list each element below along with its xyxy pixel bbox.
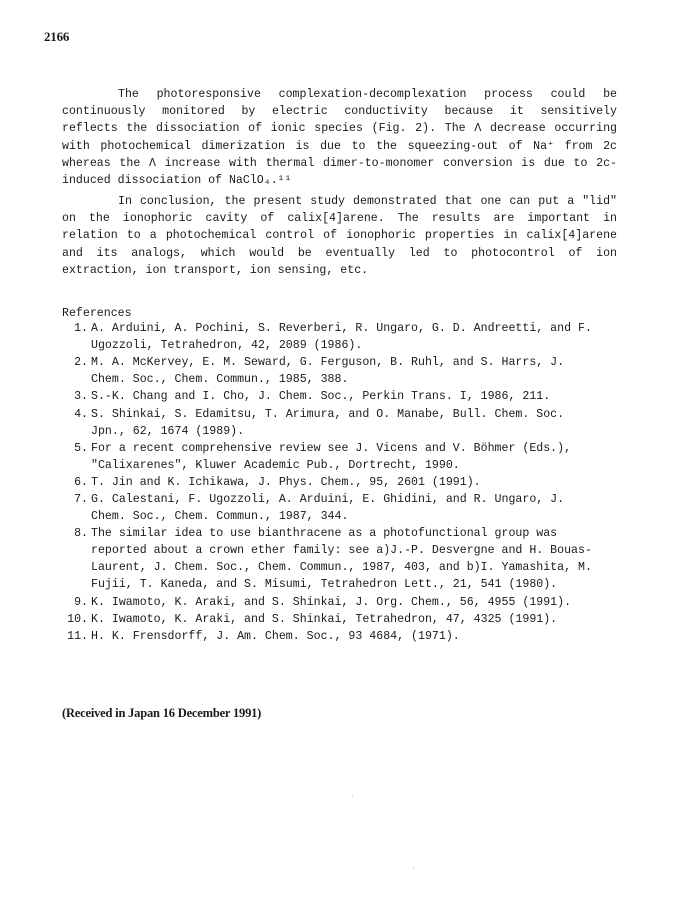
reference-line: H. K. Frensdorff, J. Am. Chem. Soc., 93 4684, (1971). [91, 629, 460, 643]
reference-number: 10. [67, 612, 88, 626]
paragraph-line: relation to a photochemical control of ionophoric properties in calix[4]arene [62, 229, 617, 242]
paragraph-line: The photoresponsive complexation-decomplexation process could be [118, 88, 617, 101]
reference-line: M. A. McKervey, E. M. Seward, G. Ferguson, B. Ruhl, and S. Harrs, J. [91, 356, 565, 370]
reference-number: 4. [74, 407, 88, 421]
paragraph-line: continuously monitored by electric conductivity because it sensitively [62, 105, 617, 118]
reference-number: 7. [74, 493, 88, 506]
reference-line: Ugozzoli, Tetrahedron, 42, 2089 (1986). [91, 339, 363, 353]
reference-number: 11. [67, 629, 88, 643]
reference-line: G. Calestani, F. Ugozzoli, A. Arduini, E. Ghidini, and R. Ungaro, J. [91, 493, 565, 506]
reference-number: 1. [74, 322, 88, 335]
reference-line: Fujii, T. Kaneda, and S. Misumi, Tetrahedron Lett., 21, 541 (1980). [91, 578, 558, 592]
reference-number: 3. [74, 390, 88, 404]
paragraph-line: reflects the dissociation of ionic species (Fig. 2). The Λ decrease occurring [62, 122, 617, 135]
reference-number: 5. [74, 441, 88, 455]
reference-number: 6. [74, 475, 88, 489]
reference-line: reported about a crown ether family: see a)J.-P. Desvergne and H. Bouas- [91, 544, 592, 558]
reference-line: K. Iwamoto, K. Araki, and S. Shinkai, J. Org. Chem., 56, 4955 (1991). [91, 595, 572, 609]
paragraph-line: whereas the Λ increase with thermal dimer-to-monomer conversion is due to 2c- [62, 157, 617, 170]
reference-line: K. Iwamoto, K. Araki, and S. Shinkai, Tetrahedron, 47, 4325 (1991). [91, 612, 558, 626]
paragraph-line: In conclusion, the present study demonstrated that one can put a "lid" [118, 195, 617, 208]
received-date: (Received in Japan 16 December 1991) [62, 706, 262, 720]
reference-line: For a recent comprehensive review see J. Vicens and V. Böhmer (Eds.), [91, 441, 572, 455]
reference-line: Chem. Soc., Chem. Commun., 1987, 344. [91, 510, 349, 524]
reference-line: Laurent, J. Chem. Soc., Chem. Commun., 1987, 403, and b)I. Yamashita, M. [91, 561, 592, 575]
reference-number: 9. [74, 595, 88, 609]
page-number: 2166 [44, 29, 70, 44]
paragraph-line: extraction, ion transport, ion sensing, etc. [62, 264, 369, 277]
paragraph-line: on the ionophoric cavity of calix[4]arene. The results are important in [62, 212, 617, 225]
reference-line: The similar idea to use bianthracene as a photofunctional group was [91, 527, 558, 541]
paragraph-line: induced dissociation of NaClO₄.¹¹ [62, 174, 292, 187]
reference-number: 2. [74, 356, 88, 370]
paragraph-line: with photochemical dimerization is due to the squeezing-out of Na⁺ from 2c [62, 140, 617, 153]
reference-line: Jpn., 62, 1674 (1989). [91, 424, 245, 438]
reference-line: T. Jin and K. Ichikawa, J. Phys. Chem., 95, 2601 (1991). [91, 475, 481, 489]
reference-line: "Calixarenes", Kluwer Academic Pub., Dortrecht, 1990. [91, 458, 460, 472]
reference-line: Chem. Soc., Chem. Commun., 1985, 388. [91, 373, 349, 387]
scan-speck [413, 868, 414, 869]
scan-speck [352, 795, 353, 796]
references-heading: References [62, 307, 132, 320]
reference-line: S. Shinkai, S. Edamitsu, T. Arimura, and O. Manabe, Bull. Chem. Soc. [91, 407, 565, 421]
reference-line: S.-K. Chang and I. Cho, J. Chem. Soc., Perkin Trans. I, 1986, 211. [91, 390, 551, 404]
reference-line: A. Arduini, A. Pochini, S. Reverberi, R. Ungaro, G. D. Andreetti, and F. [91, 322, 592, 335]
reference-number: 8. [74, 527, 88, 541]
paragraph-line: and its analogs, which would be eventually led to photocontrol of ion [62, 247, 617, 260]
